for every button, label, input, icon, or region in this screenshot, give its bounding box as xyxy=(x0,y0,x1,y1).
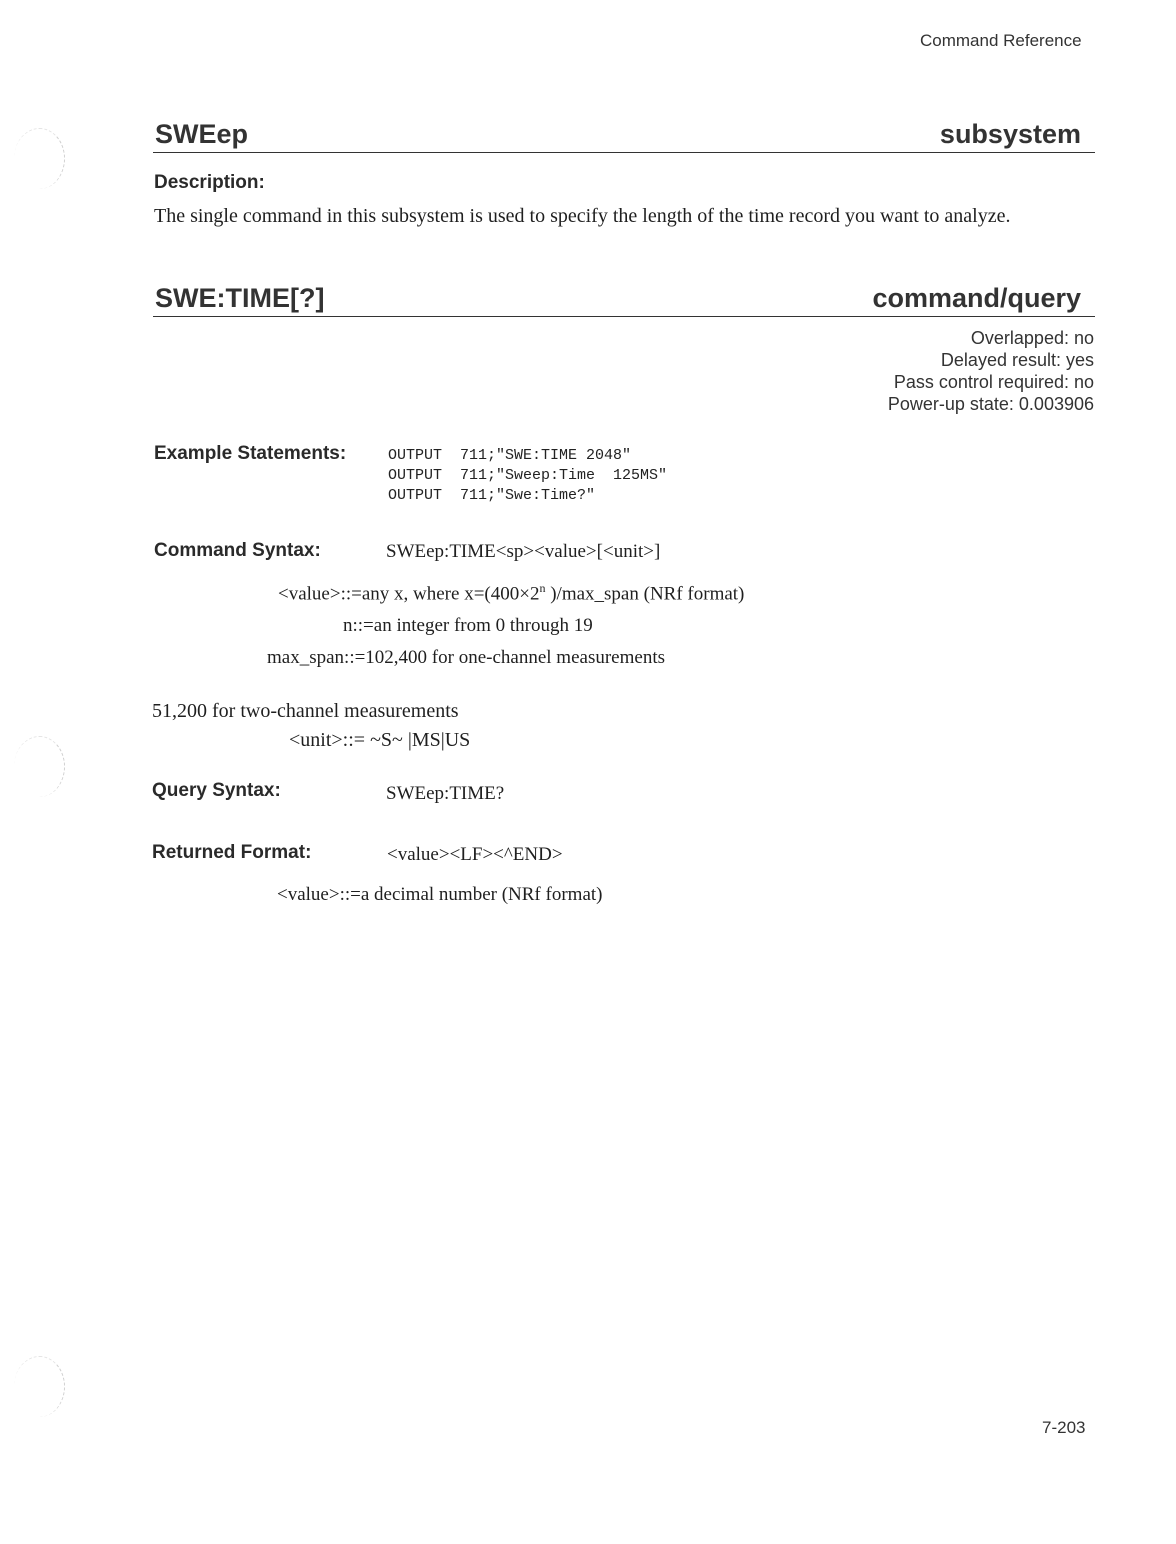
n-definition: n::=an integer from 0 through 19 xyxy=(343,615,593,636)
max-span-two-channel: 51,200 for two-channel measurements xyxy=(152,700,459,722)
description-label: Description: xyxy=(154,172,265,193)
query-syntax-label: Query Syntax: xyxy=(152,780,281,801)
attribute-pass-control: Pass control required: no xyxy=(893,372,1094,392)
value-definition xyxy=(278,581,744,605)
query-syntax-value: SWEep:TIME? xyxy=(386,783,505,804)
command-heading xyxy=(153,280,1095,317)
returned-format-label: Returned Format: xyxy=(152,842,312,863)
returned-value-definition: <value>::=a decimal number (NRf format) xyxy=(277,884,603,905)
command-syntax-label: Command Syntax: xyxy=(154,540,321,561)
command-syntax-value: SWEep:TIME<sp><value>[<unit>] xyxy=(386,541,661,562)
unit-definition: <unit>::= ~S~ |MS|US xyxy=(289,729,471,751)
description-text: The single command in this subsystem is used to specify the length of the time record you want to analyze. xyxy=(154,205,1011,227)
command-attributes xyxy=(888,327,1094,415)
value-definition-exponent: n xyxy=(539,581,546,595)
value-definition-text: <value>::=any x, where x=(400×2 xyxy=(278,583,540,605)
value-definition-text-end: )/max_span (NRf format) xyxy=(545,583,745,605)
example-line: OUTPUT 711;"SWE:TIME 2048" xyxy=(388,447,632,464)
example-statements xyxy=(388,446,667,506)
subsystem-type: subsystem xyxy=(939,119,1081,149)
binder-hole xyxy=(14,1356,65,1417)
returned-format-value: <value><LF><^END> xyxy=(387,844,563,865)
example-line: OUTPUT 711;"Swe:Time?" xyxy=(388,487,596,504)
attribute-power-up-state: Power-up state: 0.003906 xyxy=(887,394,1094,414)
attribute-overlapped: Overlapped: no xyxy=(970,328,1094,348)
subsystem-name: SWEep xyxy=(155,119,249,149)
example-line: OUTPUT 711;"Sweep:Time 125MS" xyxy=(388,467,668,484)
running-header: Command Reference xyxy=(920,31,1082,50)
command-type: command/query xyxy=(872,283,1081,313)
command-name: SWE:TIME[?] xyxy=(155,283,325,313)
binder-hole xyxy=(14,736,65,797)
binder-hole xyxy=(14,128,65,189)
subsystem-heading xyxy=(153,114,1095,153)
max-span-definition: max_span::=102,400 for one-channel measurements xyxy=(267,647,665,668)
example-statements-label: Example Statements: xyxy=(154,443,347,464)
attribute-delayed-result: Delayed result: yes xyxy=(940,350,1094,370)
page-number: 7-203 xyxy=(1042,1418,1086,1437)
